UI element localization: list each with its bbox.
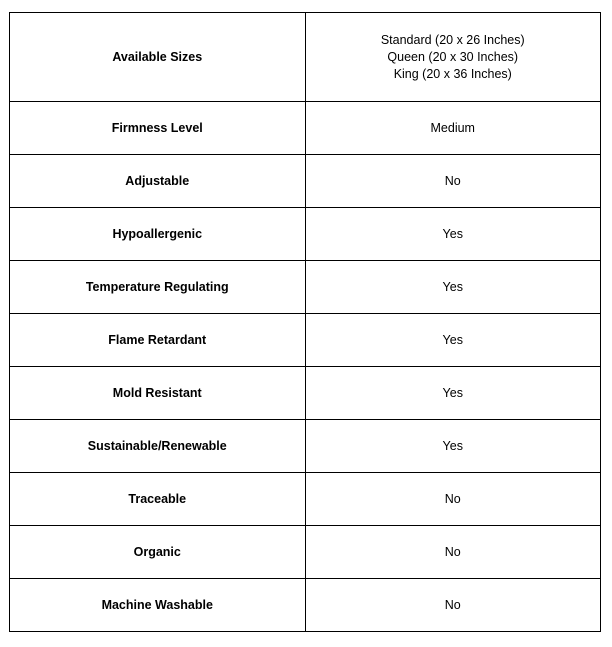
row-value-available-sizes [305, 13, 601, 102]
size-option-standard: Standard (20 x 26 Inches) [380, 32, 525, 47]
row-label-sustainable-renewable: Sustainable/Renewable [10, 420, 306, 473]
row-value-traceable: No [305, 473, 601, 526]
size-option-king: King (20 x 36 Inches) [393, 66, 512, 81]
table-row [10, 420, 601, 473]
row-value-adjustable: No [305, 155, 601, 208]
table-row [10, 208, 601, 261]
row-label-temperature-regulating: Temperature Regulating [10, 261, 306, 314]
row-value-machine-washable: No [305, 579, 601, 632]
table-row [10, 13, 601, 102]
row-value-sustainable-renewable: Yes [305, 420, 601, 473]
row-value-hypoallergenic: Yes [305, 208, 601, 261]
row-label-hypoallergenic: Hypoallergenic [10, 208, 306, 261]
table-row [10, 473, 601, 526]
row-label-flame-retardant: Flame Retardant [10, 314, 306, 367]
row-value-flame-retardant: Yes [305, 314, 601, 367]
table-row [10, 579, 601, 632]
row-value-organic: No [305, 526, 601, 579]
row-label-firmness-level: Firmness Level [10, 102, 306, 155]
row-value-temperature-regulating: Yes [305, 261, 601, 314]
row-label-adjustable: Adjustable [10, 155, 306, 208]
table-row [10, 102, 601, 155]
row-label-traceable: Traceable [10, 473, 306, 526]
row-value-firmness-level: Medium [305, 102, 601, 155]
row-value-mold-resistant: Yes [305, 367, 601, 420]
size-option-queen: Queen (20 x 30 Inches) [387, 49, 519, 64]
table-row [10, 367, 601, 420]
row-label-organic: Organic [10, 526, 306, 579]
table-row [10, 261, 601, 314]
table-row [10, 155, 601, 208]
row-label-machine-washable: Machine Washable [10, 579, 306, 632]
row-label-mold-resistant: Mold Resistant [10, 367, 306, 420]
product-spec-table [9, 12, 601, 632]
table-row [10, 314, 601, 367]
table-row [10, 526, 601, 579]
row-label-available-sizes: Available Sizes [10, 13, 306, 102]
